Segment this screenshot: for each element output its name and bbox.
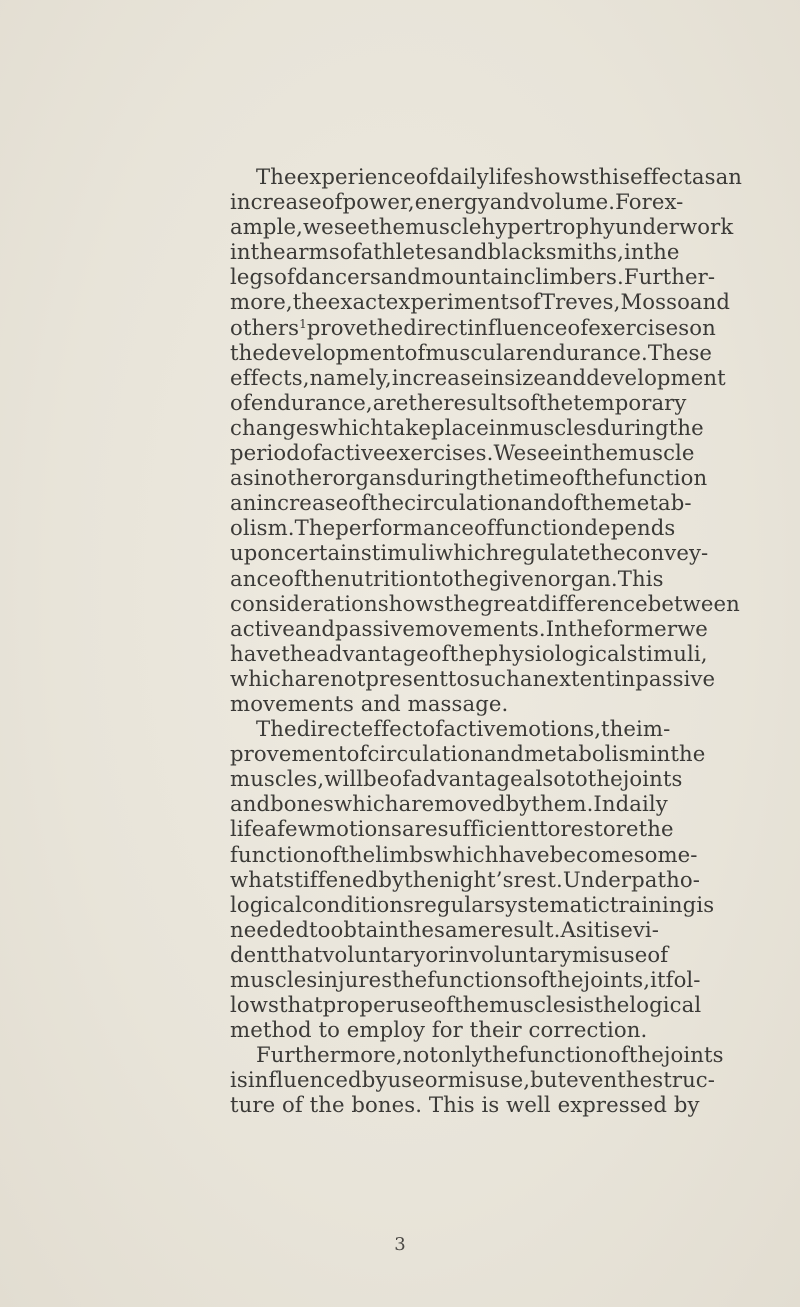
text-line: ance of the nutrition to the given organ. This (230, 565, 664, 591)
text-line: muscles, will be of advantage also to the joints (230, 766, 683, 792)
text-line: provement of circulation and metabolism in the (230, 741, 706, 767)
paragraph (230, 716, 715, 1043)
text-line: method to employ for their correction. (230, 1017, 648, 1043)
body-text (230, 164, 743, 1118)
text-line: movements and massage. (230, 690, 509, 716)
text-line: of endurance, are the results of the temporary (230, 389, 687, 415)
text-line: ample, we see the muscle hypertrophy under work (230, 214, 734, 240)
text-line: effects, namely, increase in size and development (230, 364, 726, 390)
text-line: muscles injures the functions of the joints, it fol- (230, 967, 701, 992)
text-line: what stiffened by the night’s rest. Under patho- (230, 866, 700, 892)
text-line: function of the limbs which have become some- (230, 841, 698, 867)
text-line: logical conditions regular systematic training is (230, 891, 715, 917)
text-line: in the arms of athletes and blacksmiths, in the (230, 239, 680, 265)
text-line: more, the exact experiments of Treves, Mosso and (230, 289, 731, 315)
text-line: The direct effect of active motions, the im- (256, 716, 671, 742)
text-line: consideration shows the great difference between (230, 590, 740, 616)
text-line: ture of the bones. This is well expressed by (230, 1092, 700, 1118)
text-line: is influenced by use or misuse, but even the struc- (230, 1067, 716, 1093)
text-line: legs of dancers and mountain climbers. Further- (230, 264, 716, 290)
text-line: which are not present to such an extent in passive (230, 665, 716, 691)
text-line: dent that voluntary or involuntary misuse of (230, 941, 669, 967)
text-line: active and passive movements. In the former we (230, 615, 708, 641)
paragraph (230, 164, 743, 716)
text-line: increase of power, energy and volume. For ex- (230, 189, 684, 215)
text-line: life a few motions are sufficient to restore the (230, 816, 674, 842)
text-line: The experience of daily life shows this effect as an (256, 164, 743, 189)
text-line: have the advantage of the physiological stimuli, (230, 640, 708, 666)
text-line: the development of muscular endurance. These (230, 339, 713, 365)
text-line: as in other organs during the time of the function (230, 465, 708, 491)
text-line: olism. The performance of function depends (230, 515, 676, 541)
text-line: Furthermore, not only the function of the joints (256, 1042, 724, 1068)
text-line: upon certain stimuli which regulate the convey- (230, 540, 709, 566)
text-line: an increase of the circulation and of the metab- (230, 490, 692, 516)
text-line: lows that proper use of the muscles is the logical (230, 992, 702, 1018)
text-line: period of active exercises. We see in the muscle (230, 440, 695, 466)
text-line: needed to obtain the same result. As it is evi- (230, 916, 660, 942)
page-number: 3 (394, 1234, 406, 1255)
text-line: and bones which are moved by them. In daily (230, 791, 668, 817)
text-line: others $^1$ prove the direct influence of exercises on (230, 314, 716, 340)
text-line: changes which take place in muscles during the (230, 414, 704, 440)
paragraph (230, 1042, 724, 1118)
